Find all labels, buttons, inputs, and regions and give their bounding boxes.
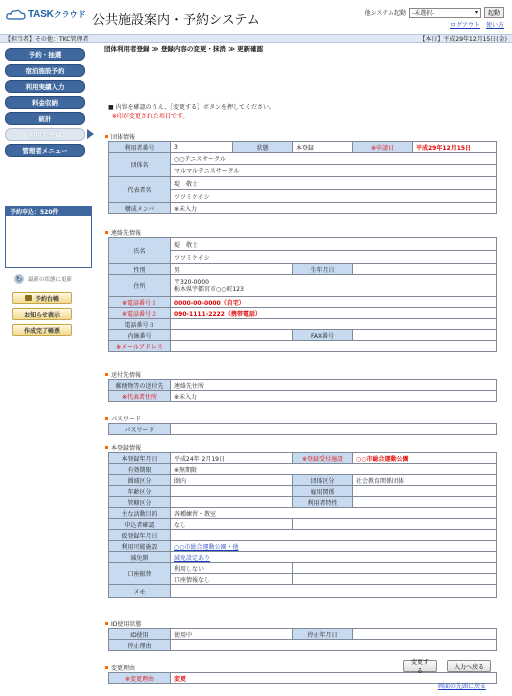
group-type-value: 社会教育関係団体 xyxy=(353,475,497,486)
completed-docs-button[interactable]: 作成完了帳票 xyxy=(12,324,72,336)
system-select-value: -未選択- xyxy=(411,10,435,17)
breadcrumb: 団体利用者登録 ≫ 登録内容の変更・抹消 ≫ 更新確認 xyxy=(104,45,264,53)
usable-facility-cell xyxy=(171,541,497,552)
change-reason-label: ※変更理由 xyxy=(109,673,171,684)
back-to-top-link[interactable]: 画面の先頭に戻る xyxy=(438,683,487,690)
tel3-label: 電話番号３ xyxy=(109,319,171,330)
refresh-icon: ↻ xyxy=(15,274,23,284)
applicant-check-blank xyxy=(293,519,497,530)
expiry-label: 有効期限 xyxy=(109,464,171,475)
sidebar-item-admin-menu[interactable]: 管理者メニュー xyxy=(5,144,85,157)
system-launcher xyxy=(365,7,504,18)
reg-facility-value: ○○市総合運動公園 xyxy=(353,453,497,464)
applicant-check-label: 申込者確認 xyxy=(109,519,171,530)
area-value: 圏内 xyxy=(171,475,293,486)
employment-value xyxy=(353,486,497,497)
apply-date-value: 平成29年12月15日 xyxy=(413,142,497,153)
user-attr-label: 利用者特性 xyxy=(293,497,353,508)
rep-address-label: ※代表者住所 xyxy=(109,391,171,402)
rep-name-value: 堤 敬士 xyxy=(171,177,497,190)
usable-facility-link[interactable]: ○○市総合運動公園・他 xyxy=(174,543,239,551)
district-value xyxy=(171,497,293,508)
reg-facility-label: ※登録受付施設 xyxy=(293,453,353,464)
mailing-dest-label: 郵便物等の送付先 xyxy=(109,380,171,391)
memo-label: メモ xyxy=(109,585,171,598)
account-transfer-value: 利用しない xyxy=(171,563,293,574)
temp-reg-label: 仮登録年月日 xyxy=(109,530,171,541)
changed-items-note: ※印が変更された項目です。 xyxy=(111,113,189,120)
sidebar-item-reservation[interactable]: 予約・抽選 xyxy=(5,48,85,61)
rep-address-value: ※未入力 xyxy=(171,391,497,402)
age-label: 年齢区分 xyxy=(109,486,171,497)
main-content xyxy=(104,43,508,696)
password-table xyxy=(108,423,497,435)
reservation-ledger-button[interactable] xyxy=(12,292,72,304)
password-value xyxy=(171,424,497,435)
stop-reason-value xyxy=(171,640,497,651)
zip-code: 〒320-0000 xyxy=(174,278,209,286)
age-value xyxy=(171,486,293,497)
account-transfer-label: 口座振替 xyxy=(109,563,171,585)
activity-value: 各種練習・教室 xyxy=(171,508,497,519)
cloud-icon xyxy=(6,9,26,20)
reservation-count: 予約申込：520件 xyxy=(6,207,91,216)
members-label: 構成メンバ xyxy=(109,203,171,214)
address-value xyxy=(171,275,497,297)
current-user: 【担当者】その他：TKC管理者 xyxy=(5,36,89,43)
sidebar-item-fees[interactable]: 料金収納 xyxy=(5,96,85,109)
area-label: 圏域区分 xyxy=(109,475,171,486)
extension-value xyxy=(171,330,293,341)
help-link[interactable]: 使い方 xyxy=(485,22,504,29)
section-change-title: 変更理由 xyxy=(105,663,135,672)
instructions xyxy=(108,103,275,121)
section-contact-title: 連絡先情報 xyxy=(105,228,141,237)
password-label: パスワード xyxy=(109,424,171,435)
fax-value xyxy=(353,330,497,341)
group-name-label: 団体名 xyxy=(109,153,171,177)
sidebar-item-lodging[interactable]: 宿泊施設予約 xyxy=(5,64,85,77)
rep-name-label: 代表者名 xyxy=(109,177,171,203)
registration-table xyxy=(108,452,497,598)
applicant-check-value: なし xyxy=(171,519,293,530)
address-line: 栃木県宇都宮市○○町123 xyxy=(174,285,244,293)
extension-label: 内線番号 xyxy=(109,330,171,341)
task-cloud-logo xyxy=(6,6,86,22)
id-use-value: 使用中 xyxy=(171,629,293,640)
app-title: 公共施設案内・予約システム xyxy=(92,13,260,28)
tel2-label: ※電話番号２ xyxy=(109,308,171,319)
chevron-down-icon: ▾ xyxy=(474,9,478,16)
tel1-value: 0000-00-0000（自宅） xyxy=(171,297,497,308)
reduction-label: 減免額 xyxy=(109,552,171,563)
reduction-cell xyxy=(171,552,497,563)
group-type-label: 団体区分 xyxy=(293,475,353,486)
mailing-info-table xyxy=(108,379,497,402)
id-use-label: ID使用 xyxy=(109,629,171,640)
expiry-value: ※無期限 xyxy=(171,464,497,475)
instruction-line: ■ 内容を確認のうえ、［変更する］ボタンを押してください。 xyxy=(108,104,275,111)
activity-label: 主な活動目的 xyxy=(109,508,171,519)
notice-button[interactable]: お知らせ表示 xyxy=(12,308,72,320)
section-id-status-title: ID使用状態 xyxy=(105,619,141,628)
change-reason-value: 変更 xyxy=(171,673,497,684)
account-info-value: 口座情報なし xyxy=(171,574,293,585)
stop-date-value xyxy=(353,629,497,640)
account-info-blank xyxy=(293,574,497,585)
user-no-value: 3 xyxy=(171,142,233,153)
sidebar-item-usage-input[interactable]: 利用実績入力 xyxy=(5,80,85,93)
today-date: 【本日】平成29年12月15日(金) xyxy=(419,36,507,43)
usable-facility-label: 利用可能施設 xyxy=(109,541,171,552)
sidebar-item-statistics[interactable]: 統計 xyxy=(5,112,85,125)
mailing-dest-value: 連絡先住所 xyxy=(171,380,497,391)
active-arrow-icon xyxy=(87,129,94,139)
reservation-count-panel xyxy=(5,206,92,268)
temp-reg-value xyxy=(171,530,497,541)
tel1-label: ※電話番号１ xyxy=(109,297,171,308)
email-label: ※メールアドレス xyxy=(109,341,171,352)
employment-label: 雇用関係 xyxy=(293,486,353,497)
sidebar xyxy=(0,43,100,696)
gender-value: 男 xyxy=(171,264,293,275)
email-value xyxy=(171,341,497,352)
contact-name-value: 堤 敬士 xyxy=(171,238,497,251)
memo-value xyxy=(171,585,497,598)
contact-name-label: 氏名 xyxy=(109,238,171,264)
birth-value xyxy=(353,264,497,275)
user-no-label: 利用者番号 xyxy=(109,142,171,153)
logout-link[interactable]: ログアウト xyxy=(449,22,480,29)
district-label: 管轄区分 xyxy=(109,497,171,508)
stop-reason-label: 停止理由 xyxy=(109,640,171,651)
fax-label: FAX番号 xyxy=(293,330,353,341)
brand-suffix: クラウド xyxy=(53,9,86,19)
rep-name-kana: ツツミケイシ xyxy=(171,190,497,203)
system-select[interactable] xyxy=(409,8,481,18)
account-transfer-blank xyxy=(293,563,497,574)
status-value: 本登録 xyxy=(293,142,353,153)
top-links xyxy=(450,20,504,29)
section-registration-title: 本登録情報 xyxy=(105,443,141,452)
id-status-table xyxy=(108,628,497,651)
group-name-kana: マルマルテニスサークル xyxy=(171,165,497,177)
confirm-change-button[interactable]: 変更する xyxy=(403,660,437,672)
refresh-label: 最新の状態に更新 xyxy=(28,277,73,283)
system-launcher-label: 他システム起動 xyxy=(364,10,406,17)
info-bar xyxy=(0,34,512,43)
section-group-title: 団体情報 xyxy=(105,132,135,141)
apply-date-label: ※申請日 xyxy=(353,142,413,153)
sidebar-item-user-registration[interactable]: 利用者登録 xyxy=(5,128,85,141)
reg-date-label: 本登録年月日 xyxy=(109,453,171,464)
status-label: 状態 xyxy=(233,142,293,153)
refresh-button[interactable] xyxy=(14,274,72,284)
back-to-input-button[interactable]: 入力へ戻る xyxy=(447,660,491,672)
group-info-table xyxy=(108,141,497,214)
stop-date-label: 停止年月日 xyxy=(293,629,353,640)
group-name-value: ○○テニスサークル xyxy=(171,153,497,165)
contact-info-table xyxy=(108,237,497,352)
reduction-link[interactable]: 減免設定あり xyxy=(174,554,211,562)
members-value: ※未入力 xyxy=(171,203,497,214)
address-label: 住所 xyxy=(109,275,171,297)
contact-name-kana: ツツミケイシ xyxy=(171,251,497,264)
birth-label: 生年月日 xyxy=(293,264,353,275)
app-header xyxy=(0,0,512,34)
tel2-value: 090-1111-2222（携帯電話） xyxy=(171,308,497,319)
brand-name: TASK xyxy=(28,8,54,20)
book-icon xyxy=(25,295,32,301)
launch-button[interactable]: 起動 xyxy=(484,7,504,18)
gender-label: 性別 xyxy=(109,264,171,275)
reg-date-value: 平成24年 2月19日 xyxy=(171,453,293,464)
reservation-ledger-label: 予約台帳 xyxy=(34,295,59,303)
user-attr-value xyxy=(353,497,497,508)
tel3-value xyxy=(171,319,497,330)
section-password-title: パスワード xyxy=(105,414,141,423)
section-mailing-title: 送付先情報 xyxy=(105,370,141,379)
